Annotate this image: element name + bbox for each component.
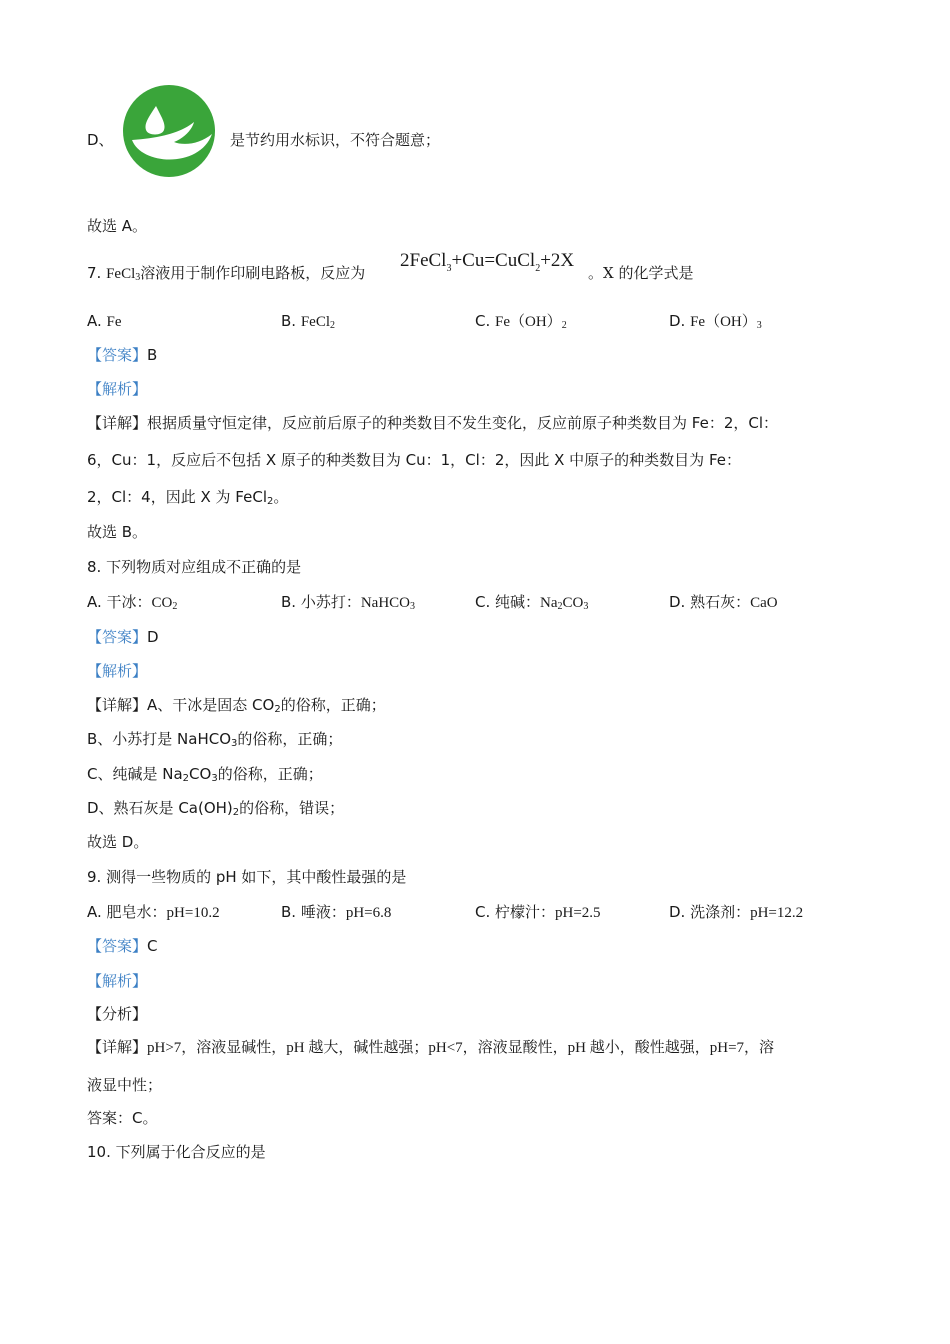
q8-detail-line-4: D、熟石灰是 $Ca(OH)_2$的俗称，错误； <box>87 799 345 818</box>
q8-analysis-tag: 【解析】 <box>87 662 148 680</box>
q8-answer: 【答案】D <box>87 628 159 646</box>
q7-question: 7. FeCl$_3$溶液用于制作印刷电路板，反应为 <box>87 264 366 283</box>
q7-question-end: 。X 的化学式是 <box>588 264 694 282</box>
q8-detail-line-1: 【详解】A、干冰是固态 $CO_2$的俗称，正确； <box>87 696 386 715</box>
option-d-prefix: D、 <box>87 131 114 149</box>
q8-option-a: A. 干冰：$CO_2$ <box>87 593 178 612</box>
q9-fenxi-tag: 【分析】 <box>87 1005 148 1023</box>
q9-detail-line-2: 液显中性； <box>87 1076 163 1094</box>
q7-equation: 2FeCl$_3$+Cu=CuCl$_2$+2X <box>400 250 575 274</box>
q8-conclusion: 故选 D。 <box>87 833 149 851</box>
option-d-text: 是节约用水标识，不符合题意； <box>230 131 441 149</box>
q9-answer: 【答案】C <box>87 937 158 955</box>
q7-option-a: A. Fe <box>87 312 122 330</box>
q9-option-b: B. 唾液：pH=6.8 <box>281 903 392 921</box>
q7-detail-line-2: 6，Cu：1，反应后不包括 X 原子的种类数目为 Cu：1，Cl：2，因此 X 中原子的种类数目为 Fe： <box>87 451 741 469</box>
q7-answer: 【答案】B <box>87 346 158 364</box>
q8-question: 8. 下列物质对应组成不正确的是 <box>87 558 302 576</box>
water-saving-icon <box>122 84 216 178</box>
q9-option-c: C. 柠檬汁：pH=2.5 <box>475 903 601 921</box>
q8-option-b: B. 小苏打：NaHCO$_3$ <box>281 593 415 612</box>
q7-option-d: D. $Fe(OH)_3$ <box>669 312 762 331</box>
q10-question: 10. 下列属于化合反应的是 <box>87 1143 266 1161</box>
q9-option-a: A. 肥皂水：pH=10.2 <box>87 903 220 921</box>
q9-option-d: D. 洗涤剂：pH=12.2 <box>669 903 804 921</box>
q8-detail-line-2: B、小苏打是 NaHCO$_3$的俗称，正确； <box>87 730 343 749</box>
q6-conclusion: 故选 A。 <box>87 217 148 235</box>
q7-option-c: C. $Fe(OH)_2$ <box>475 312 567 331</box>
q9-detail-line-1: 【详解】pH>7，溶液显碱性，pH 越大，碱性越强；pH<7，溶液显酸性，pH 越小，酸性越强，pH=7，溶 <box>87 1038 775 1056</box>
q9-question: 9. 测得一些物质的 pH 如下，其中酸性最强的是 <box>87 868 407 886</box>
q7-detail-line-3: 2，Cl：4，因此 X 为 FeCl$_2$。 <box>87 488 289 507</box>
q7-conclusion: 故选 B。 <box>87 523 148 541</box>
q8-option-c: C. 纯碱：$Na_2CO_3$ <box>475 593 589 612</box>
q9-analysis-tag: 【解析】 <box>87 972 148 990</box>
q8-detail-line-3: C、纯碱是 $Na_2CO_3$的俗称，正确； <box>87 765 323 784</box>
q7-analysis-tag: 【解析】 <box>87 380 148 398</box>
q7-detail-line-1: 【详解】根据质量守恒定律，反应前后原子的种类数目不发生变化，反应前原子种类数目为 Fe：2，Cl： <box>87 414 779 432</box>
q8-option-d: D. 熟石灰：CaO <box>669 593 778 611</box>
q9-conclusion: 答案：C。 <box>87 1109 158 1127</box>
q7-option-b: B. FeCl$_2$ <box>281 312 336 331</box>
